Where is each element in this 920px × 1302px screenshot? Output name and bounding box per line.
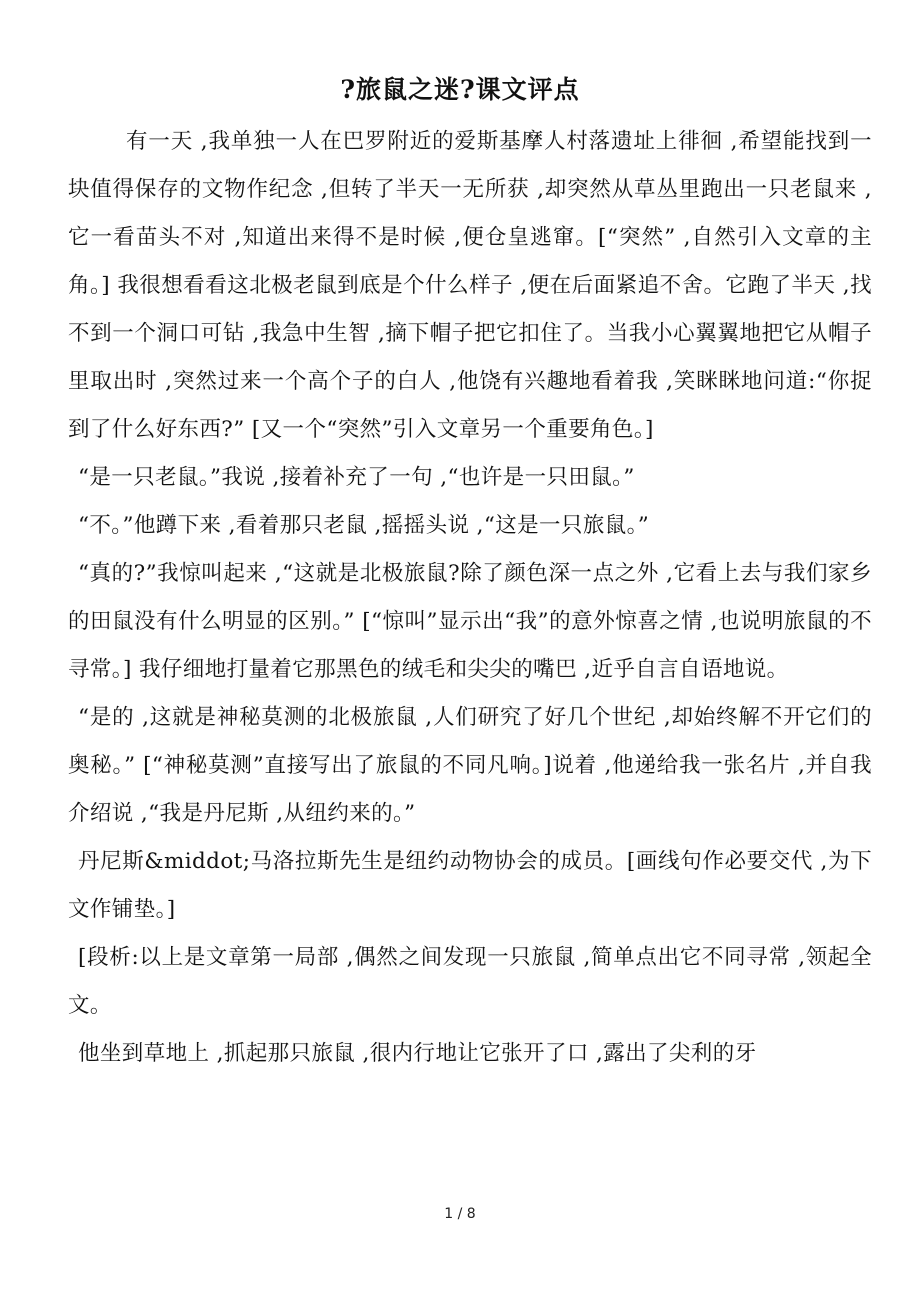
page-number: 1 / 8 [444, 1206, 476, 1222]
paragraph-7: [段析:以上是文章第一局部 ,偶然之间发现一只旅鼠 ,简单点出它不同寻常 ,领起全文。 [68, 945, 872, 1018]
page-title: ?旅鼠之迷?课文评点 [340, 75, 580, 104]
article-body [68, 118, 872, 1078]
paragraph-8: 他坐到草地上 ,抓起那只旅鼠 ,很内行地让它张开了口 ,露出了尖利的牙 [78, 1041, 757, 1066]
paragraph-2: “是一只老鼠。”我说 ,接着补充了一句 ,“也许是一只田鼠。” [78, 465, 635, 490]
paragraph-4: “真的?”我惊叫起来 ,“这就是北极旅鼠?除了颜色深一点之外 ,它看上去与我们家乡的田鼠没有什么明显的区别。” [“惊叫”显示出“我”的意外惊喜之情 ,也说明旅鼠的不寻常。] 我仔细地打量着它那黑色的绒毛和尖尖的嘴巴 ,近乎自言自语地说。 [68, 561, 872, 682]
paragraph-3: “不。”他蹲下来 ,看着那只老鼠 ,摇摇头说 ,“这是一只旅鼠。” [78, 513, 650, 538]
paragraph-1: 有一天 ,我单独一人在巴罗附近的爱斯基摩人村落遗址上徘徊 ,希望能找到一块值得保存的文物作纪念 ,但转了半天一无所获 ,却突然从草丛里跑出一只老鼠来 ,它一看苗头不对 ,知道出来得不是时候 ,便仓皇逃窜。[“突然” ,自然引入文章的主角。] 我很想看看这北极老鼠到底是个什么样子 ,便在后面紧追不舍。它跑了半天 ,找不到一个洞口可钻 ,我急中生智 ,摘下帽子把它扣住了。当我小心翼翼地把它从帽子里取出时 ,突然过来一个高个子的白人 ,他饶有兴趣地看着我 ,笑眯眯地问道:“你捉到了什么好东西?” [又一个“突然”引入文章另一个重要角色。] [68, 129, 872, 442]
paragraph-6: 丹尼斯&middot;马洛拉斯先生是纽约动物协会的成员。[画线句作必要交代 ,为下文作铺垫。] [68, 849, 872, 922]
paragraph-5: “是的 ,这就是神秘莫测的北极旅鼠 ,人们研究了好几个世纪 ,却始终解不开它们的奥秘。” [“神秘莫测”直接写出了旅鼠的不同凡响。]说着 ,他递给我一张名片 ,并自我介绍说 ,“我是丹尼斯 ,从纽约来的。” [68, 705, 872, 826]
